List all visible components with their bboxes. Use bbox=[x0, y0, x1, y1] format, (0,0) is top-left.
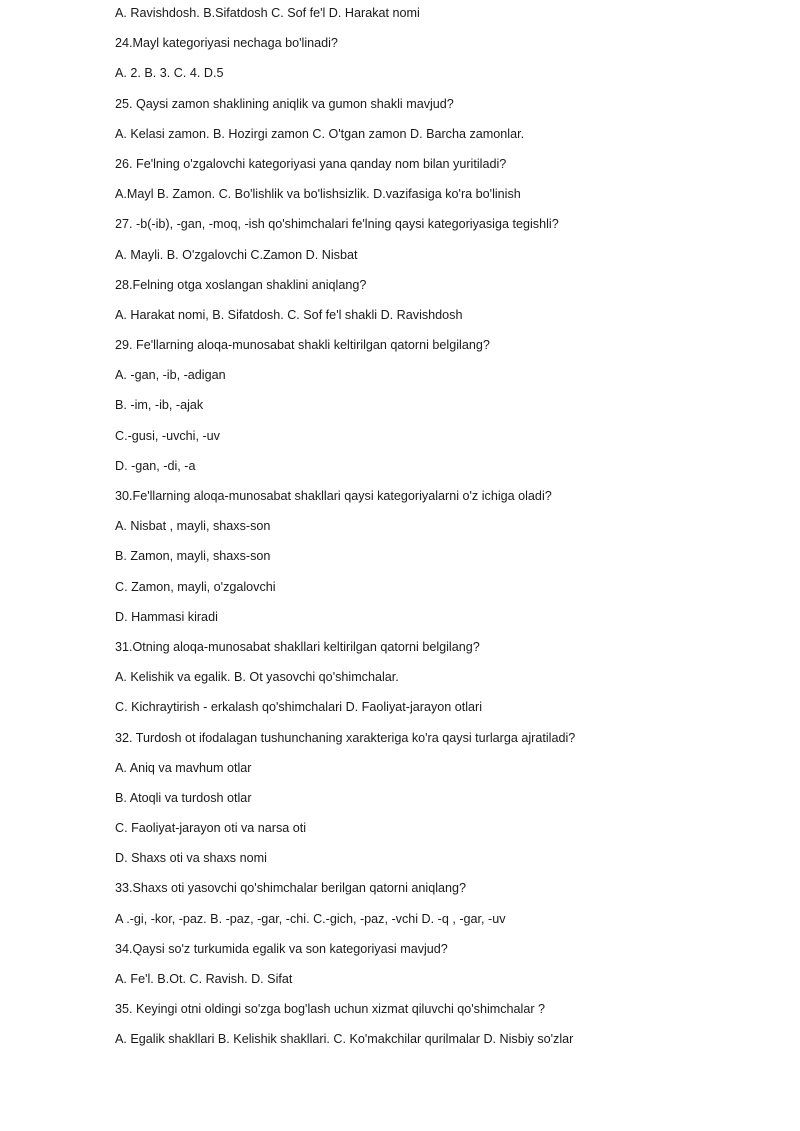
text-line: 30.Fe'llarning aloqa-munosabat shakllari qaysi kategoriyalarni o'z ichiga oladi? bbox=[115, 489, 552, 503]
text-line: A. 2. B. 3. C. 4. D.5 bbox=[115, 66, 224, 81]
text-line: A.Mayl B. Zamon. C. Bo'lishlik va bo'lishsizlik. D.vazifasiga ko'ra bo'linish bbox=[115, 187, 521, 202]
text-line: 24.Mayl kategoriyasi nechaga bo'linadi? bbox=[115, 36, 338, 51]
text-line: 34.Qaysi so'z turkumida egalik va son kategoriyasi mavjud? bbox=[115, 941, 448, 956]
text-line: C.-gusi, -uvchi, -uv bbox=[115, 428, 220, 443]
text-line: C. Faoliyat-jarayon oti va narsa oti bbox=[115, 821, 307, 836]
text-line: C. Kichraytirish - erkalash qo'shimchalari D. Faoliyat-jarayon otlari bbox=[115, 700, 483, 715]
question-list bbox=[115, 4, 775, 1061]
text-line: A. Egalik shakllari B. Kelishik shakllari. C. Ko'makchilar qurilmalar D. Nisbiy so'zlar bbox=[115, 1032, 574, 1047]
text-line: A. Nisbat , mayli, shaxs-son bbox=[115, 519, 271, 534]
text-line: D. Hammasi kiradi bbox=[115, 609, 218, 624]
text-line: 25. Qaysi zamon shaklining aniqlik va gumon shakli mavjud? bbox=[115, 96, 454, 111]
text-line: 31.Otning aloqa-munosabat shakllari keltirilgan qatorni belgilang? bbox=[115, 639, 480, 654]
text-line: A .-gi, -kor, -paz. B. -paz, -gar, -chi. C.-gich, -paz, -vchi D. -q , -gar, -uv bbox=[115, 911, 506, 926]
text-line: 32. Turdosh ot ifodalagan tushunchaning xarakteriga ko'ra qaysi turlarga ajratiladi? bbox=[115, 730, 576, 745]
text-line: B. -im, -ib, -ajak bbox=[115, 398, 204, 413]
text-line: 28.Felning otga xoslangan shaklini aniqlang? bbox=[115, 277, 367, 292]
text-line: B. Atoqli va turdosh otlar bbox=[115, 790, 252, 805]
text-line: A. Kelasi zamon. B. Hozirgi zamon C. O'tgan zamon D. Barcha zamonlar. bbox=[115, 126, 525, 141]
text-line: A. Kelishik va egalik. B. Ot yasovchi qo'shimchalar. bbox=[115, 670, 399, 685]
text-line: A. Fe'l. B.Ot. C. Ravish. D. Sifat bbox=[115, 972, 293, 986]
text-line: 27. -b(-ib), -gan, -moq, -ish qo'shimchalari fe'lning qaysi kategoriyasiga tegishli? bbox=[115, 217, 559, 232]
text-line: D. Shaxs oti va shaxs nomi bbox=[115, 851, 267, 866]
text-line: 26. Fe'lning o'zgalovchi kategoriyasi yana qanday nom bilan yuritiladi? bbox=[115, 156, 507, 171]
text-line: D. -gan, -di, -a bbox=[115, 458, 196, 473]
text-line: C. Zamon, mayli, o'zgalovchi bbox=[115, 579, 276, 594]
text-line: B. Zamon, mayli, shaxs-son bbox=[115, 549, 271, 564]
text-line: A. Ravishdosh. B.Sifatdosh C. Sof fe'l D. Harakat nomi bbox=[115, 6, 420, 20]
text-line: 35. Keyingi otni oldingi so'zga bog'lash uchun xizmat qiluvchi qo'shimchalar ? bbox=[115, 1002, 546, 1017]
text-line: A. Mayli. B. O'zgalovchi C.Zamon D. Nisbat bbox=[115, 247, 358, 262]
text-line: A. Harakat nomi, B. Sifatdosh. C. Sof fe'l shakli D. Ravishdosh bbox=[115, 307, 463, 322]
text-line: 33.Shaxs oti yasovchi qo'shimchalar berilgan qatorni aniqlang? bbox=[115, 881, 467, 896]
text-line: A. Aniq va mavhum otlar bbox=[115, 760, 252, 775]
text-line: 29. Fe'llarning aloqa-munosabat shakli keltirilgan qatorni belgilang? bbox=[115, 338, 490, 353]
text-line: A. -gan, -ib, -adigan bbox=[115, 368, 226, 383]
